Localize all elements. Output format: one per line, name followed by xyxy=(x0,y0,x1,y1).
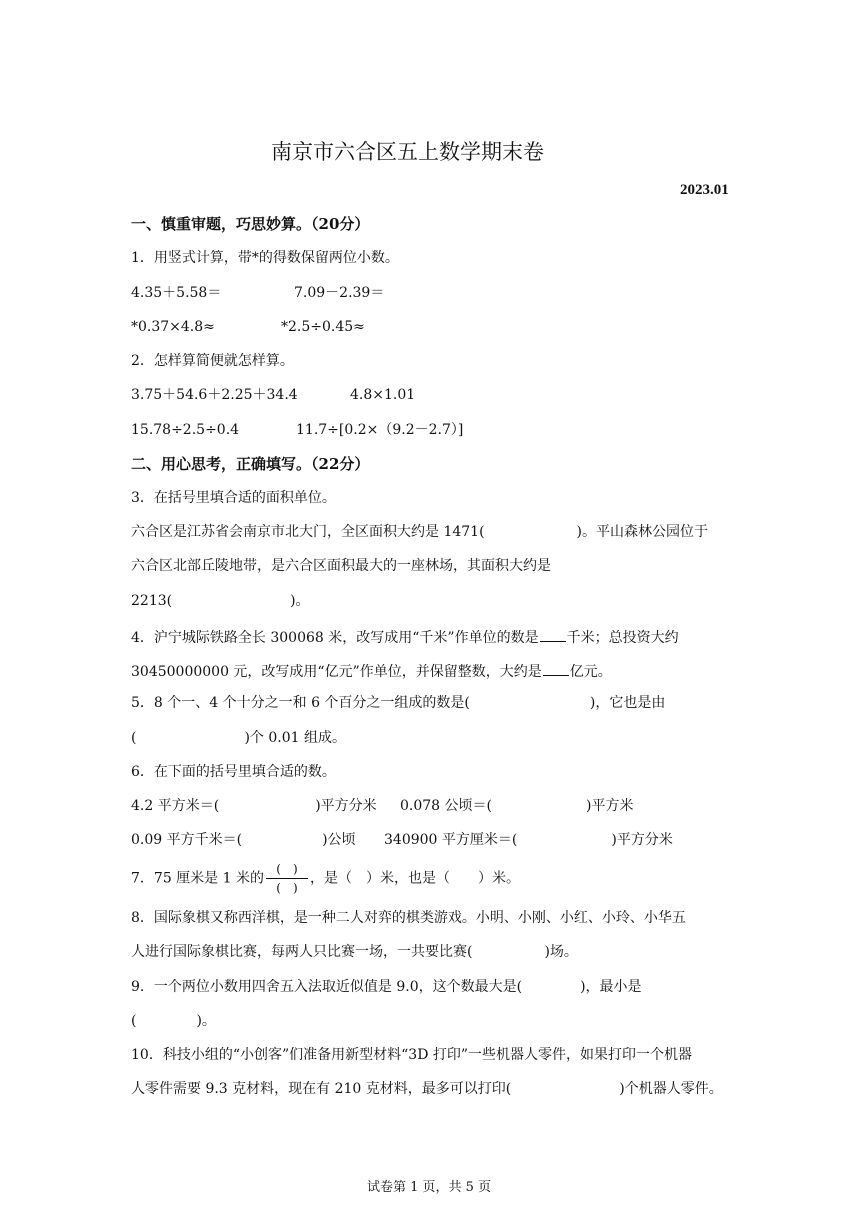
q6-item-b xyxy=(400,799,633,813)
q7-fraction-denominator[interactable]: ( ) xyxy=(276,881,298,895)
q6-item-a-right: )平方分米 xyxy=(315,798,377,814)
q6-item-d-left: 340900 平方厘米＝( xyxy=(384,832,518,848)
q3-line-3-a: 2213( xyxy=(131,593,173,609)
q5-line-1-a: 5．8 个一、4 个十分之一和 6 个百分之一组成的数是( xyxy=(131,695,470,711)
q6-item-c xyxy=(131,833,356,847)
section-1-heading: 一、慎重审题，巧思妙算。（20分） xyxy=(131,215,370,233)
q9-line-1 xyxy=(131,980,642,994)
q5-line-2-b: )个 0.01 组成。 xyxy=(244,730,347,746)
q6-item-b-left: 0.078 公顷＝( xyxy=(400,798,492,814)
q6-item-c-right: )公顷 xyxy=(322,832,356,848)
q7-fraction-numerator[interactable]: ( ) xyxy=(276,862,298,876)
q3-stem: 3．在括号里填合适的面积单位。 xyxy=(131,490,336,506)
q1-expr-3: *0.37×4.8≈ xyxy=(131,319,215,335)
q9-line-2-a: ( xyxy=(131,1013,137,1029)
q1-expr-1: 4.35＋5.58＝ xyxy=(131,285,222,301)
q9-line-2-b: )。 xyxy=(196,1013,216,1029)
q6-item-a-left: 4.2 平方米＝( xyxy=(131,798,220,814)
q9-line-1-b: )，最小是 xyxy=(580,979,642,995)
q4-line-2-a: 30450000000 元，改写成用“亿元”作单位，并保留整数，大约是 xyxy=(131,664,542,680)
q7-line xyxy=(131,862,520,895)
q6-item-a xyxy=(131,799,377,813)
q4-blank-1[interactable] xyxy=(540,628,566,642)
q4-line-1-b: 千米；总投资大约 xyxy=(566,630,679,646)
q6-stem: 6．在下面的括号里填合适的数。 xyxy=(131,764,336,780)
q7-fraction-bar xyxy=(266,878,308,879)
q6-item-c-left: 0.09 平方千米＝( xyxy=(131,832,243,848)
q1-expr-2: 7.09－2.39＝ xyxy=(294,285,385,301)
q3-line-2: 六合区北部丘陵地带，是六合区面积最大的一座林场，其面积大约是 xyxy=(131,558,551,574)
q3-line-3-b: )。 xyxy=(290,593,310,609)
q1-stem: 1．用竖式计算，带*的得数保留两位小数。 xyxy=(131,250,399,266)
q10-line-2 xyxy=(131,1082,723,1096)
q5-line-2-a: ( xyxy=(131,730,137,746)
page-footer: 试卷第 1 页，共 5 页 xyxy=(367,1180,492,1195)
q6-item-b-right: )平方米 xyxy=(586,798,634,814)
q7-fraction[interactable] xyxy=(266,862,308,895)
q2-stem: 2．怎样算简便就怎样算。 xyxy=(131,353,294,369)
q8-line-2-a: 人进行国际象棋比赛，每两人只比赛一场，一共要比赛( xyxy=(131,944,473,960)
q3-line-1 xyxy=(131,525,708,539)
q4-line-1 xyxy=(131,628,679,645)
q9-line-2 xyxy=(131,1014,216,1028)
q2-expr-4: 11.7÷[0.2×（9.2－2.7）] xyxy=(296,422,464,438)
q10-line-2-b: )个机器人零件。 xyxy=(619,1081,723,1097)
q4-blank-2[interactable] xyxy=(543,662,569,676)
q5-line-2 xyxy=(131,731,346,745)
q2-expr-2: 4.8×1.01 xyxy=(350,387,416,403)
q6-item-d xyxy=(384,833,673,847)
q10-line-2-a: 人零件需要 9.3 克材料，现在有 210 克材料，最多可以打印( xyxy=(131,1081,512,1097)
q8-line-2 xyxy=(131,945,578,959)
q3-line-1-a: 六合区是江苏省会南京市北大门，全区面积大约是 1471( xyxy=(131,524,485,540)
q4-line-2 xyxy=(131,662,612,679)
q8-line-1: 8．国际象棋又称西洋棋，是一种二人对弈的棋类游戏。小明、小刚、小红、小玲、小华五 xyxy=(131,910,686,926)
q4-line-1-a: 4．沪宁城际铁路全长 300068 米，改写成用“千米”作单位的数是 xyxy=(131,630,539,646)
q5-line-1-b: )，它也是由 xyxy=(589,695,666,711)
q6-item-d-right: )平方分米 xyxy=(611,832,673,848)
q3-line-1-b: )。平山森林公园位于 xyxy=(576,524,709,540)
q10-line-1: 10．科技小组的“小创客”们准备用新型材料“3D 打印”一些机器人零件，如果打印一个机器 xyxy=(131,1047,693,1063)
exam-date: 2023.01 xyxy=(680,182,729,198)
q7-pre: 7．75 厘米是 1 米的 xyxy=(131,870,264,887)
q7-post: ，是（ ）米，也是（ ）米。 xyxy=(309,870,520,887)
q5-line-1 xyxy=(131,696,665,710)
q1-expr-4: *2.5÷0.45≈ xyxy=(281,319,365,335)
q2-expr-3: 15.78÷2.5÷0.4 xyxy=(131,422,240,438)
q4-line-2-b: 亿元。 xyxy=(569,664,612,680)
q3-line-3 xyxy=(131,594,310,608)
q8-line-2-b: )场。 xyxy=(544,944,578,960)
q2-expr-1: 3.75＋54.6＋2.25＋34.4 xyxy=(131,387,298,403)
page-title: 南京市六合区五上数学期末卷 xyxy=(271,140,544,164)
section-2-heading: 二、用心思考，正确填写。（22分） xyxy=(131,455,370,473)
q9-line-1-a: 9．一个两位小数用四舍五入法取近似值是 9.0，这个数最大是( xyxy=(131,979,523,995)
